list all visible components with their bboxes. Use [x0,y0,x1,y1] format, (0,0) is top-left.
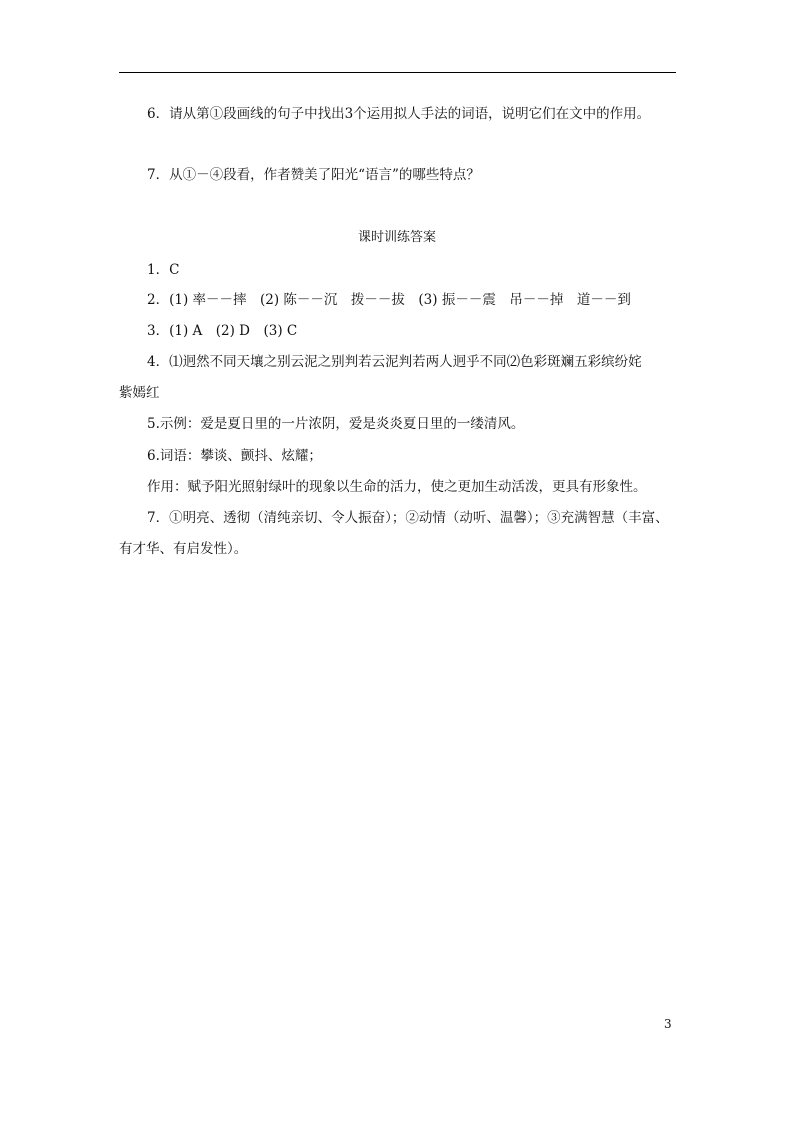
answer-7-line-2: 有才华、有启发性）。 [119,541,248,557]
answer-1: 1．C [147,262,180,278]
question-7: 7．从①－④段看，作者赞美了阳光“语言”的哪些特点？ [147,167,480,183]
answer-4-line-2: 紫嫣红 [119,385,160,401]
page-number: 3 [664,1017,672,1031]
answer-6-line-1: 6.词语：攀谈、颤抖、炫耀； [147,448,322,464]
answer-5: 5.示例：爱是夏日里的一片浓阴，爱是炎炎夏日里的一缕清风。 [147,416,525,432]
answer-6-line-2: 作用：赋予阳光照射绿叶的现象以生命的活力，使之更加生动活泼，更具有形象性。 [147,479,647,495]
answer-7-line-1: 7．①明亮、透彻（清纯亲切、令人振奋）；②动情（动听、温馨）；③充满智慧（丰富、 [147,510,669,526]
question-6: 6．请从第①段画线的句子中找出3个运用拟人手法的词语，说明它们在文中的作用。 [147,106,651,122]
answer-4-line-1: 4．⑴迥然不同天壤之别云泥之别判若云泥判若两人迥乎不同⑵色彩斑斓五彩缤纷姹 [147,354,642,370]
answer-3: 3．(1) A (2) D (3) C [147,323,298,339]
answer-2: 2．(1) 率－－摔 (2) 陈－－沉 拨－－拔 (3) 振－－震 吊－－掉 道－－到 [147,292,631,308]
header-rule [119,72,676,73]
answers-title: 课时训练答案 [357,230,436,245]
